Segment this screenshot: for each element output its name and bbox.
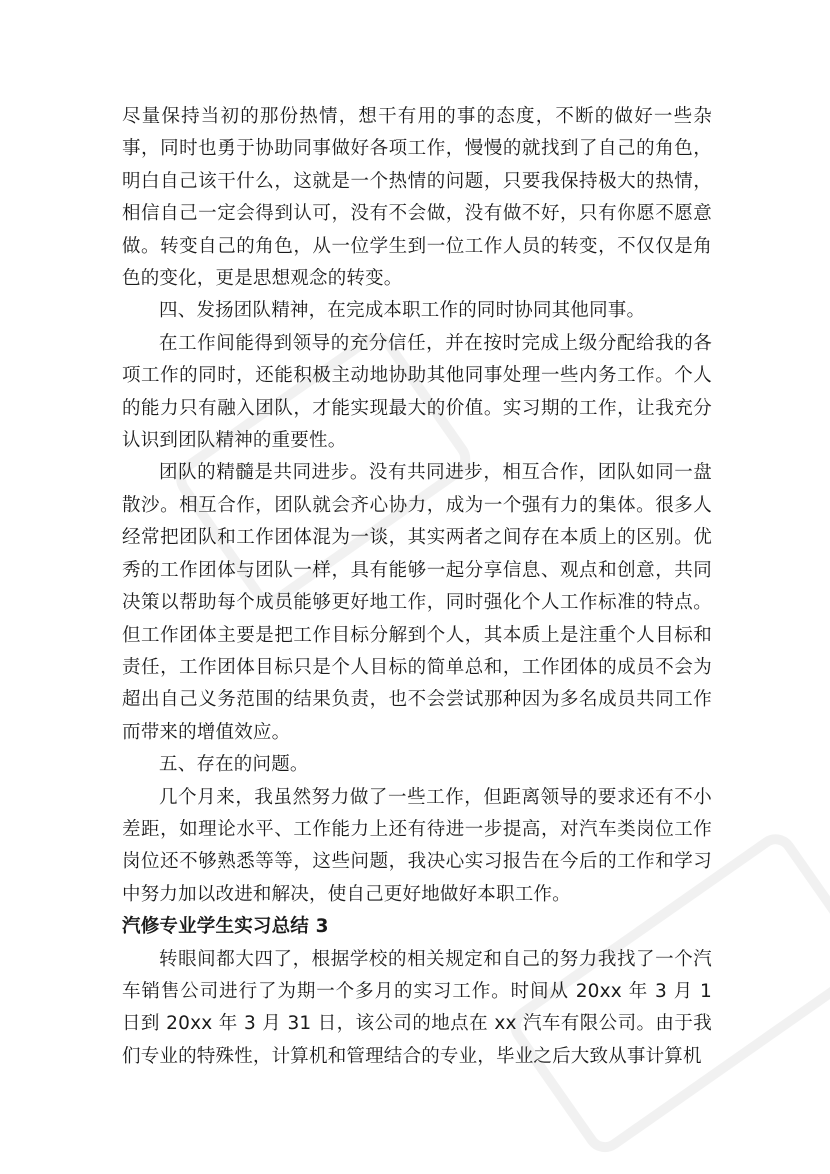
paragraph-continued-intro: 尽量保持当初的那份热情，想干有用的事的态度，不断的做好一些杂事，同时也勇于协助同事做好各项工作，慢慢的就找到了自己的角色，明白自己该干什么，这就是一个热情的问题，只要我保持极大的热情，相信自己一定会得到认可，没有不会做，没有做不好，只有你愿不愿意做。转变自己的角色，从一位学生到一位工作人员的转变，不仅仅是角色的变化，更是思想观念的转变。 (122, 106, 712, 290)
document-body (122, 101, 712, 1073)
paragraph-team-essence: 团队的精髓是共同进步。没有共同进步，相互合作，团队如同一盘散沙。相互合作，团队就会齐心协力，成为一个强有力的集体。很多人经常把团队和工作团体混为一谈，其实两者之间存在本质上的区别。优秀的工作团体与团队一样，具有能够一起分享信息、观点和创意，共同决策以帮助每个成员能够更好地工作，同时强化个人工作标准的特点。但工作团体主要是把工作目标分解到个人，其本质上是注重个人目标和责任，工作团体目标只是个人目标的简单总和，工作团体的成员不会为超出自己义务范围的结果负责，也不会尝试那种因为多名成员共同工作而带来的增值效应。 (122, 462, 712, 743)
section-heading-teamwork: 四、发扬团队精神，在完成本职工作的同时协同其他同事。 (159, 300, 646, 322)
section-heading-problems: 五、存在的问题。 (159, 754, 309, 776)
paragraph-teamwork-trust: 在工作间能得到领导的充分信任，并在按时完成上级分配给我的各项工作的同时，还能积极主动地协助其他同事处理一些内务工作。个人的能力只有融入团队，才能实现最大的价值。实习期的工作，让我充分认识到团队精神的重要性。 (122, 332, 712, 452)
paragraph-summary-3-intro: 转眼间都大四了，根据学校的相关规定和自己的努力我找了一个汽车销售公司进行了为期一个多月的实习工作。时间从 20xx 年 3 月 1 日到 20xx 年 3 月 31 日，该公司的地点在 xx 汽车有限公司。由于我们专业的特殊性，计算机和管理结合的专业，毕业之后大致从事计算机 (122, 948, 712, 1067)
paragraph-problems: 几个月来，我虽然努力做了一些工作，但距离领导的要求还有不小差距，如理论水平、工作能力上还有待进一步提高，对汽车类岗位工作岗位还不够熟悉等等，这些问题，我决心实习报告在今后的工作和学习中努力加以改进和解决，使自己更好地做好本职工作。 (122, 786, 712, 905)
article-title-summary-3: 汽修专业学生实习总结 3 (122, 916, 329, 938)
